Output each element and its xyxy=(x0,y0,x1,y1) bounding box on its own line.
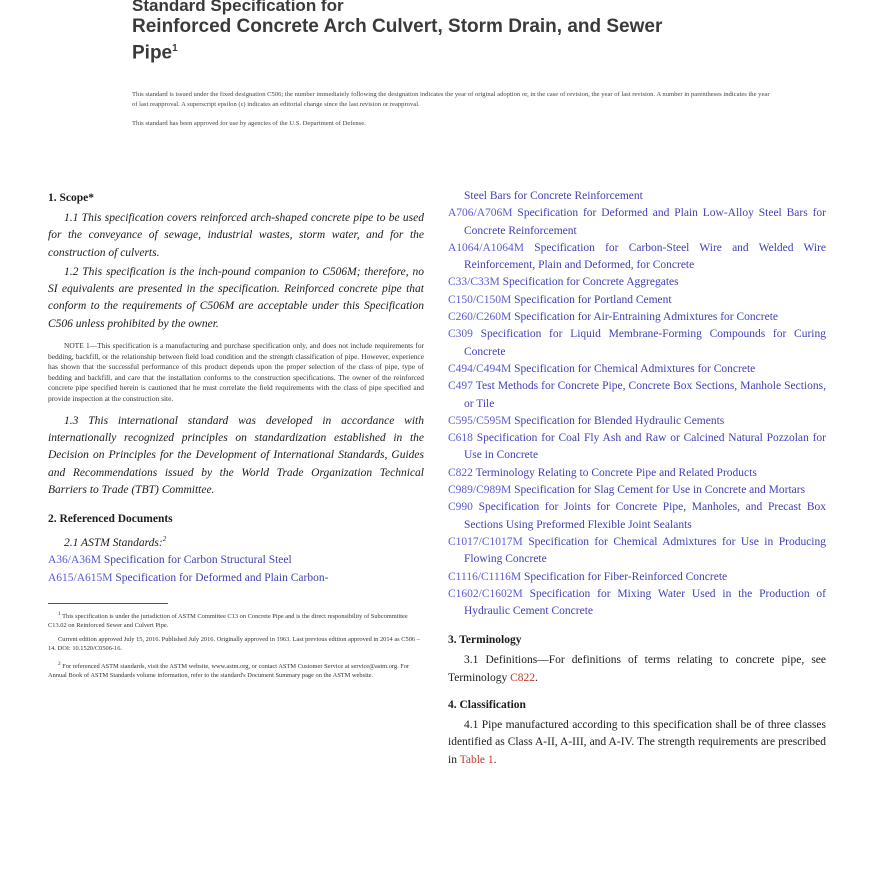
scope-para-1-1: 1.1 This specification covers reinforced arch-shaped concrete pipe to be used for the conveyance of sewage, industrial wastes, storm water, and for the construction of culverts. xyxy=(48,212,424,259)
reference-item[interactable] xyxy=(448,413,826,430)
reference-list-left xyxy=(48,552,424,587)
reference-title: Specification for Carbon Structural Steel xyxy=(103,554,292,567)
reference-item[interactable] xyxy=(448,205,826,240)
footnote-2-text: For referenced ASTM standards, visit the ASTM website, www.astm.org, or contact ASTM Customer Service at service@astm.org. For Annual Book of ASTM Standards volume information, refer to the standard's Document Summary page on the ASTM website. xyxy=(48,662,410,679)
right-column xyxy=(448,188,826,769)
reference-item[interactable] xyxy=(448,292,826,309)
terminology-end: . xyxy=(535,671,538,684)
footnote-1-edition: Current edition approved July 15, 2016. Published July 2016. Originally approved in 1963. Last previous edition approved in 2014 as C506 – 14. DOI: 10.1520/C0506-16. xyxy=(48,636,420,653)
reference-item[interactable] xyxy=(48,552,424,569)
classification-end: . xyxy=(493,753,497,766)
reference-title: Specification for Concrete Aggregates xyxy=(502,276,679,289)
reference-title: Specification for Slag Cement for Use in Concrete and Mortars xyxy=(514,484,806,497)
reference-title: Specification for Joints for Concrete Pipe, Manholes, and Precast Box Sections Using Preformed Flexible Joint Sealants xyxy=(464,501,826,531)
table-1-link[interactable]: Table 1 xyxy=(459,753,494,766)
reference-code[interactable]: C1602/C1602M xyxy=(448,587,523,600)
section-heading-scope: 1. Scope* xyxy=(48,192,94,204)
reference-continuation xyxy=(448,188,826,205)
reference-item[interactable] xyxy=(448,361,826,378)
preamble-designation: This standard is issued under the fixed designation C506; the number immediately following the designation indicates the year of original adoption or, in the case of revision, the year of last revision. A number in parentheses indicates the year of last reapproval. A superscript epsilon (ε) indicates an editorial change since the last revision or reapproval. xyxy=(132,91,770,108)
title-footnote-marker[interactable]: 1 xyxy=(172,43,178,54)
reference-title: Specification for Coal Fly Ash and Raw or Calcined Natural Pozzolan for Use in Concrete xyxy=(464,432,826,462)
footnote-marker-2[interactable]: 2 xyxy=(162,535,167,544)
reference-title: Test Methods for Concrete Pipe, Concrete Box Sections, Manhole Sections, or Tile xyxy=(464,380,827,410)
reference-title: Specification for Blended Hydraulic Cements xyxy=(514,414,725,427)
section-heading-classification: 4. Classification xyxy=(448,699,526,712)
reference-code[interactable]: A706/A706M xyxy=(448,207,513,220)
reference-title: Specification for Chemical Admixtures for Concrete xyxy=(514,362,756,375)
reference-code[interactable]: C990 xyxy=(448,501,473,514)
reference-item[interactable] xyxy=(448,534,826,569)
reference-item[interactable] xyxy=(448,309,826,326)
reference-title: Specification for Deformed and Plain Low-Alloy Steel Bars for Concrete Reinforcement xyxy=(464,207,827,237)
reference-code[interactable]: C497 xyxy=(448,380,473,393)
reference-code[interactable]: C618 xyxy=(448,432,473,445)
title-line-1: Standard Specification for xyxy=(132,0,344,15)
reference-item[interactable] xyxy=(448,482,826,499)
reference-item[interactable] xyxy=(448,378,826,413)
preamble xyxy=(132,90,772,138)
title-line-3-text: Pipe xyxy=(132,42,173,64)
reference-title: Specification for Air-Entraining Admixtures for Concrete xyxy=(514,311,779,324)
reference-item[interactable] xyxy=(448,274,826,291)
footnote-divider xyxy=(48,603,168,604)
footnote-1-text: This specification is under the jurisdiction of ASTM Committee C13 on Concrete Pipe and is the direct responsibility of Subcommittee C13.02 on Reinforced Sewer and Culvert Pipe. xyxy=(48,612,408,629)
reference-code[interactable]: C150/C150M xyxy=(448,293,512,306)
scope-note-1: NOTE 1—This specification is a manufacturing and purchase specification only, and does not include requirements for bedding, backfill, or the relationship between field load condition and the strength classification of pipe. However, experience has shown that the successful performance of this product depends upon the proper selection of the class of pipe, type of bedding and backfill, and care that the installation conforms to the construction specifications. The owner of the reinforced concrete pipe specified herein is cautioned that he must correlate the field requirements with the class of pipe specified and provide inspection at the construction site. xyxy=(48,341,424,404)
reference-item[interactable] xyxy=(448,326,826,361)
scope-para-1-3: 1.3 This international standard was developed in accordance with internationally recognized principles on standardization established in the Decision on Principles for the Development of International Standards, Guides and Recommendations issued by the World Trade Organization Technical Barriers to Trade (TBT) Committee. xyxy=(48,414,424,496)
classification-text: 4.1 Pipe manufactured according to this specification shall be of three classes identified as Class A-II, A-III, and A-IV. The strength requirements are prescribed in xyxy=(448,719,826,766)
reference-title: Specification for Deformed and Plain Carbon- xyxy=(115,571,329,584)
reference-title: Specification for Chemical Admixtures for Use in Producing Flowing Concrete xyxy=(464,535,826,566)
reference-title: Specification for Portland Cement xyxy=(514,293,672,306)
reference-code[interactable]: C33/C33M xyxy=(448,276,500,289)
reference-title: Specification for Carbon-Steel Wire and Welded Wire Reinforcement, Plain and Deformed, for Concrete xyxy=(464,241,827,272)
astm-standards-label: 2.1 ASTM Standards: xyxy=(64,536,163,549)
reference-code[interactable]: C595/C595M xyxy=(448,414,512,427)
reference-code[interactable]: C260/C260M xyxy=(448,311,512,324)
reference-code[interactable]: C494/C494M xyxy=(448,362,512,375)
section-heading-terminology: 3. Terminology xyxy=(448,634,522,647)
reference-title: Specification for Liquid Membrane-Forming Compounds for Curing Concrete xyxy=(464,328,826,358)
left-column xyxy=(48,190,424,686)
reference-code[interactable]: C822 xyxy=(448,466,473,479)
title-line-3 xyxy=(132,38,772,64)
reference-item[interactable] xyxy=(448,586,826,621)
footnote-1: $^1$ This specification is under the jurisdiction of ASTM Committee C13 on Concrete Pipe and is the direct responsibility of Subcommittee C13.02 on Reinforced Sewer and Culvert Pipe. xyxy=(48,610,408,629)
scope-para-1-2: 1.2 This specification is the inch-pound companion to C506M; therefore, no SI equivalents are presented in the specification. Reinforced concrete pipe that conform to the requirements of C506M are acceptable under this Specification C506 unless prohibited by the owner. xyxy=(48,265,424,330)
astm-standards-intro xyxy=(48,531,424,552)
terminology-link[interactable]: C822 xyxy=(510,671,536,684)
reference-title: Specification for Mixing Water Used in the Production of Hydraulic Cement Concrete xyxy=(464,587,827,618)
reference-code[interactable]: C309 xyxy=(448,328,473,341)
reference-code[interactable]: A36/A36M xyxy=(48,554,102,567)
reference-item[interactable] xyxy=(448,465,826,482)
reference-title-continuation: Steel Bars for Concrete Reinforcement xyxy=(464,190,643,202)
reference-item[interactable] xyxy=(448,240,826,275)
reference-code[interactable]: C1017/C1017M xyxy=(448,535,523,548)
reference-code[interactable]: C989/C989M xyxy=(448,484,512,497)
preamble-approval: This standard has been approved for use by agencies of the U.S. Department of Defense. xyxy=(132,120,366,127)
reference-item[interactable] xyxy=(448,499,826,534)
document-title xyxy=(132,0,772,64)
terminology-para-3-1 xyxy=(448,652,826,687)
reference-item[interactable] xyxy=(48,570,424,587)
reference-title: Terminology Relating to Concrete Pipe and Related Products xyxy=(475,466,757,479)
footnote-2: $^2$ For referenced ASTM standards, visit the ASTM website, www.astm.org, or contact ASTM Customer Service at service@astm.org. For Annual Book of ASTM Standards volume information, refer to the standard's Document Summary page on the ASTM website. xyxy=(48,660,410,679)
section-heading-referenced-documents: 2. Referenced Documents xyxy=(48,513,173,526)
reference-code[interactable]: A615/A615M xyxy=(48,571,113,584)
reference-item[interactable] xyxy=(448,430,826,465)
classification-para-4-1 xyxy=(448,717,826,769)
title-line-2: Reinforced Concrete Arch Culvert, Storm Drain, and Sewer xyxy=(132,16,663,37)
terminology-text: 3.1 Definitions—For definitions of terms relating to concrete pipe, see Terminology xyxy=(448,654,826,684)
reference-code[interactable]: C1116/C1116M xyxy=(448,570,522,583)
reference-item[interactable] xyxy=(448,569,826,586)
reference-title: Specification for Fiber-Reinforced Concrete xyxy=(523,570,728,583)
reference-list-right xyxy=(448,188,826,620)
reference-code[interactable]: A1064/A1064M xyxy=(448,241,525,254)
